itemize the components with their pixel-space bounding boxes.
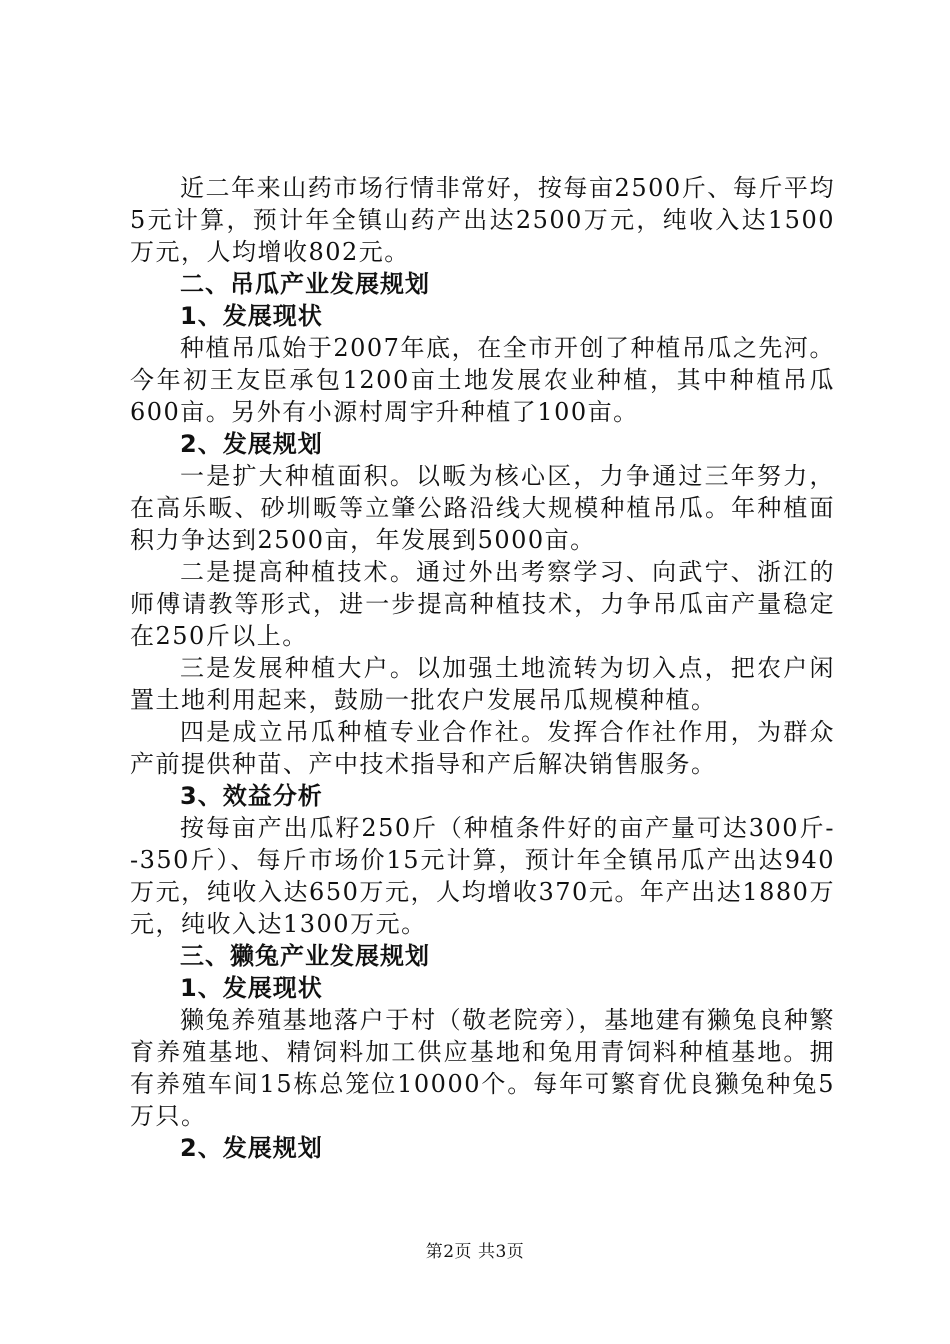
heading-gourd-status: 1、发展现状 [180, 302, 323, 330]
heading-gourd-planning: 2、发展规划 [180, 430, 323, 458]
heading-rabbit-status: 1、发展现状 [180, 974, 323, 1002]
paragraph-gourd-status: 种植吊瓜始于2007年底，在全市开创了种植吊瓜之先河。今年初王友臣承包1200亩土地发展农业种植，其中种植吊瓜600亩。另外有小源村周宇升种植了100亩。 [130, 334, 835, 426]
paragraph-expand-area: 一是扩大种植面积。以畈为核心区，力争通过三年努力，在高乐畈、砂圳畈等立肇公路沿线大规模种植吊瓜。年种植面积力争达到2500亩，年发展到5000亩。 [130, 462, 835, 554]
page-number-footer: 第2页 共3页 [425, 1242, 525, 1262]
paragraph-yam-income: 近二年来山药市场行情非常好，按每亩2500斤、每斤平均5元计算，预计年全镇山药产出达2500万元，纯收入达1500万元，人均增收802元。 [130, 174, 835, 266]
paragraph-rabbit-status: 獭兔养殖基地落户于村（敬老院旁），基地建有獭兔良种繁育养殖基地、精饲料加工供应基地和兔用青饲料种植基地。拥有养殖车间15栋总笼位10000个。每年可繁育优良獭兔种兔5万只。 [130, 1006, 835, 1130]
paragraph-benefit-analysis: 按每亩产出瓜籽250斤（种植条件好的亩产量可达300斤--350斤）、每斤市场价15元计算，预计年全镇吊瓜产出达940万元，纯收入达650万元，人均增收370元。年产出达1880万元，纯收入达1300万元。 [130, 814, 835, 938]
heading-benefit-analysis: 3、效益分析 [180, 782, 323, 810]
heading-rabbit-planning: 2、发展规划 [180, 1134, 323, 1162]
paragraph-improve-technique: 二是提高种植技术。通过外出考察学习、向武宁、浙江的师傅请教等形式，进一步提高种植技术，力争吊瓜亩产量稳定在250斤以上。 [130, 558, 835, 650]
paragraph-large-growers: 三是发展种植大户。以加强土地流转为切入点，把农户闲置土地利用起来，鼓励一批农户发展吊瓜规模种植。 [130, 654, 835, 714]
paragraph-cooperative: 四是成立吊瓜种植专业合作社。发挥合作社作用，为群众产前提供种苗、产中技术指导和产后解决销售服务。 [130, 718, 835, 778]
heading-gourd-plan: 二、吊瓜产业发展规划 [180, 270, 430, 298]
heading-rabbit-plan: 三、獭兔产业发展规划 [180, 942, 430, 970]
document-body [130, 172, 835, 1164]
